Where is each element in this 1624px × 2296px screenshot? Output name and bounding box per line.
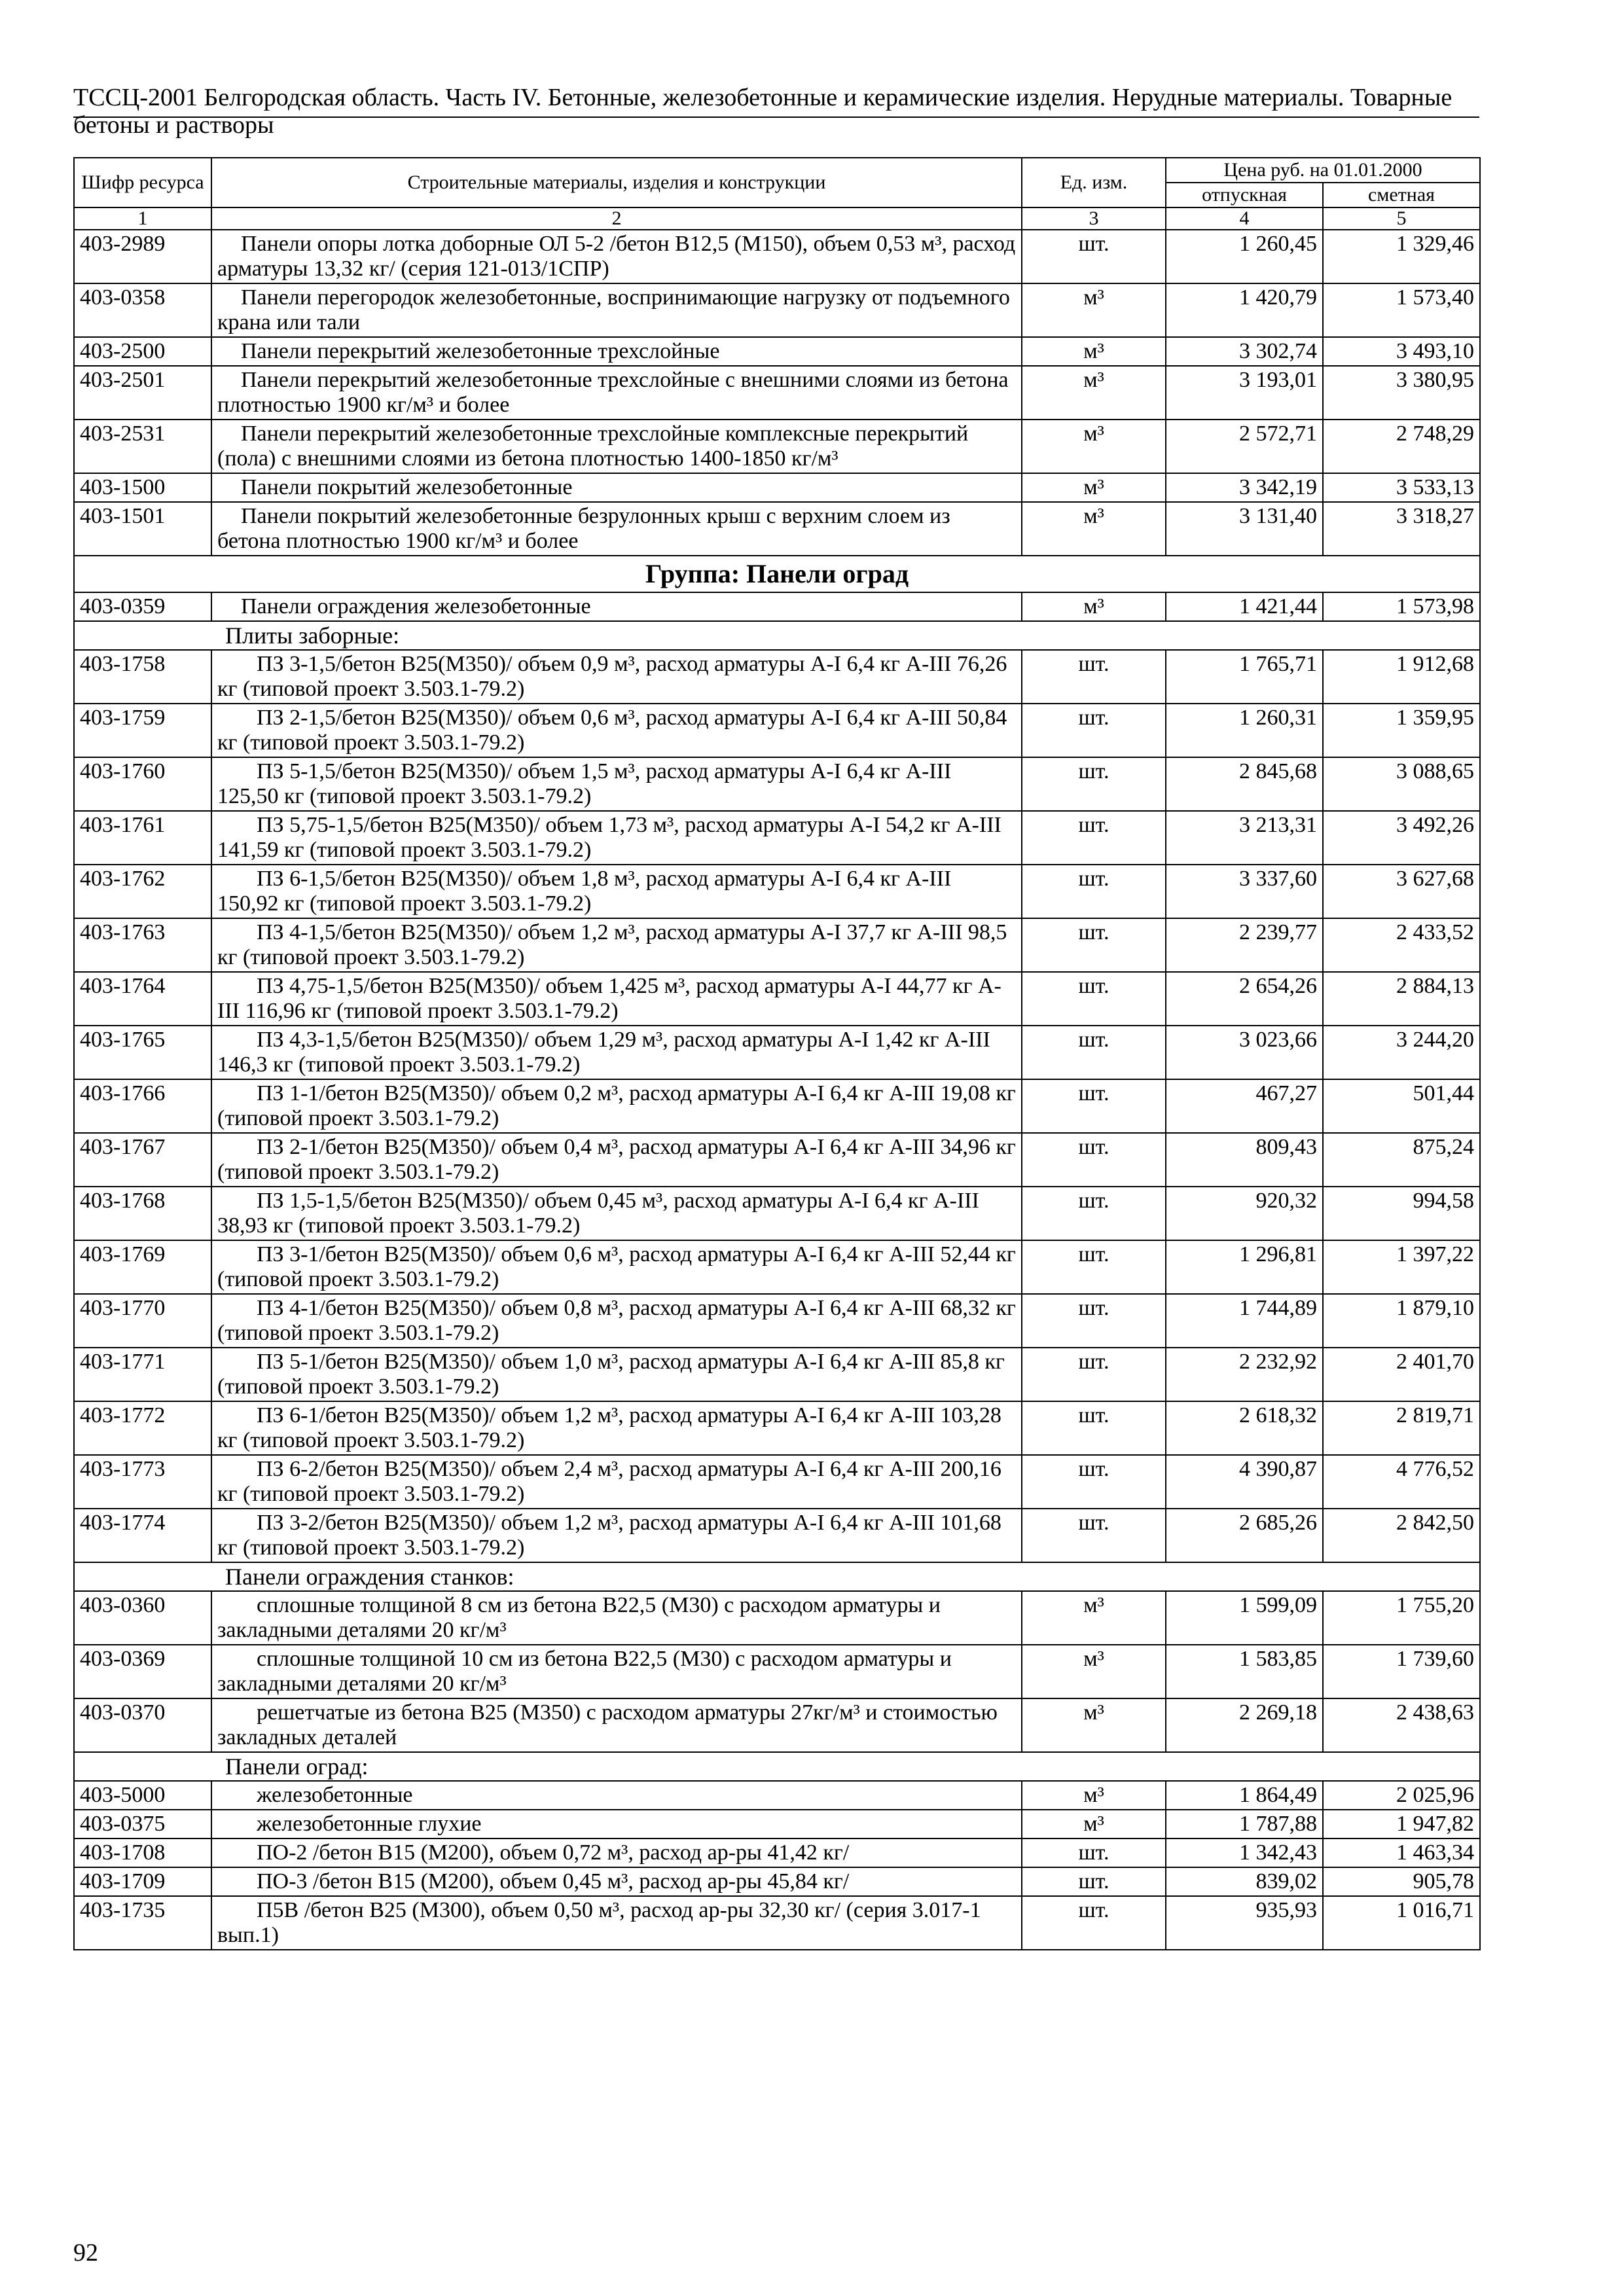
material-name: ПЗ 5-1,5/бетон В25(М350)/ объем 1,5 м³, расход арматуры А-I 6,4 кг А-III 125,50 кг (типовой проект 3.503.1-79.2) — [211, 757, 1022, 811]
release-price: 2 269,18 — [1166, 1698, 1323, 1752]
unit: м³ — [1022, 502, 1166, 556]
unit: шт. — [1022, 1839, 1166, 1867]
material-name: Панели перекрытий железобетонные трехслойные с внешними слоями из бетона плотностью 1900 кг/м³ и более — [211, 366, 1022, 420]
estimate-price: 1 573,40 — [1323, 283, 1480, 337]
rows-section-c — [74, 1591, 1480, 1752]
estimate-price: 2 401,70 — [1323, 1348, 1480, 1401]
unit: шт. — [1022, 1240, 1166, 1294]
table-row — [74, 757, 1480, 811]
unit: шт. — [1022, 1455, 1166, 1509]
material-name: ПЗ 6-1/бетон В25(М350)/ объем 1,2 м³, расход арматуры А-I 6,4 кг А-III 103,28 кг (типовой проект 3.503.1-79.2) — [211, 1401, 1022, 1455]
material-name: ПЗ 3-1,5/бетон В25(М350)/ объем 0,9 м³, расход арматуры А-I 6,4 кг А-III 76,26 кг (типовой проект 3.503.1-79.2) — [211, 650, 1022, 704]
release-price: 2 232,92 — [1166, 1348, 1323, 1401]
material-name: железобетонные — [211, 1781, 1022, 1810]
col-price-header: Цена руб. на 01.01.2000 — [1166, 158, 1480, 183]
resource-code: 403-2531 — [74, 420, 211, 473]
subgroup-title: Панели ограждения станков: — [74, 1562, 1480, 1591]
material-name: ПЗ 5,75-1,5/бетон В25(М350)/ объем 1,73 м³, расход арматуры А-I 54,2 кг А-III 141,59 кг (типовой проект 3.503.1-79.2) — [211, 811, 1022, 865]
resource-code: 403-1500 — [74, 473, 211, 502]
material-name: решетчатые из бетона В25 (М350) с расходом арматуры 27кг/м³ и стоимостью закладных деталей — [211, 1698, 1022, 1752]
release-price: 3 302,74 — [1166, 337, 1323, 366]
material-name: ПО-3 /бетон В15 (М200), объем 0,45 м³, расход ар-ры 45,84 кг/ — [211, 1867, 1022, 1896]
table-row — [74, 918, 1480, 972]
resource-code: 403-1771 — [74, 1348, 211, 1401]
unit: м³ — [1022, 420, 1166, 473]
resource-code: 403-0375 — [74, 1810, 211, 1839]
unit: м³ — [1022, 1781, 1166, 1810]
unit: шт. — [1022, 1401, 1166, 1455]
material-name: Панели покрытий железобетонные безрулонных крыш с верхним слоем из бетона плотностью 1900 кг/м³ и более — [211, 502, 1022, 556]
resource-code: 403-1774 — [74, 1509, 211, 1562]
unit: шт. — [1022, 1509, 1166, 1562]
estimate-price: 1 359,95 — [1323, 704, 1480, 757]
col-code-header: Шифр ресурса — [74, 158, 211, 207]
release-price: 4 390,87 — [1166, 1455, 1323, 1509]
resource-code: 403-0359 — [74, 592, 211, 621]
material-name: Панели перекрытий железобетонные трехслойные — [211, 337, 1022, 366]
material-name: ПЗ 2-1,5/бетон В25(М350)/ объем 0,6 м³, расход арматуры А-I 6,4 кг А-III 50,84 кг (типовой проект 3.503.1-79.2) — [211, 704, 1022, 757]
table-row — [74, 972, 1480, 1026]
material-name: ПЗ 4,3-1,5/бетон В25(М350)/ объем 1,29 м³, расход арматуры А-I 1,42 кг А-III 146,3 кг (типовой проект 3.503.1-79.2) — [211, 1026, 1022, 1079]
table-row — [74, 1294, 1480, 1348]
release-price: 1 599,09 — [1166, 1591, 1323, 1645]
unit: м³ — [1022, 283, 1166, 337]
resource-code: 403-1709 — [74, 1867, 211, 1896]
unit: шт. — [1022, 1867, 1166, 1896]
subgroup-row — [74, 1562, 1480, 1591]
subgroup-title: Плиты заборные: — [74, 621, 1480, 650]
release-price: 1 787,88 — [1166, 1810, 1323, 1839]
resource-code: 403-2500 — [74, 337, 211, 366]
table-row — [74, 811, 1480, 865]
release-price: 1 583,85 — [1166, 1645, 1323, 1698]
release-price: 1 744,89 — [1166, 1294, 1323, 1348]
estimate-price: 1 755,20 — [1323, 1591, 1480, 1645]
table-row — [74, 1839, 1480, 1867]
resource-code: 403-1758 — [74, 650, 211, 704]
estimate-price: 1 329,46 — [1323, 230, 1480, 283]
unit: шт. — [1022, 1294, 1166, 1348]
col-number: 5 — [1323, 207, 1480, 230]
table-row — [74, 420, 1480, 473]
unit: шт. — [1022, 1133, 1166, 1187]
resource-code: 403-2989 — [74, 230, 211, 283]
release-price: 3 213,31 — [1166, 811, 1323, 865]
release-price: 920,32 — [1166, 1187, 1323, 1240]
col-estimate-header: сметная — [1323, 183, 1480, 207]
unit: шт. — [1022, 918, 1166, 972]
material-name: Панели ограждения железобетонные — [211, 592, 1022, 621]
material-name: Панели перегородок железобетонные, воспринимающие нагрузку от подъемного крана или тали — [211, 283, 1022, 337]
material-name: ПЗ 3-1/бетон В25(М350)/ объем 0,6 м³, расход арматуры А-I 6,4 кг А-III 52,44 кг (типовой проект 3.503.1-79.2) — [211, 1240, 1022, 1294]
release-price: 809,43 — [1166, 1133, 1323, 1187]
unit: шт. — [1022, 757, 1166, 811]
material-name: Панели опоры лотка доборные ОЛ 5-2 /бетон В12,5 (М150), объем 0,53 м³, расход арматуры 13,32 кг/ (серия 121-013/1СПР) — [211, 230, 1022, 283]
table-row — [74, 1698, 1480, 1752]
table-row — [74, 1187, 1480, 1240]
material-name: сплошные толщиной 10 см из бетона В22,5 (М30) с расходом арматуры и закладными деталями 20 кг/м³ — [211, 1645, 1022, 1698]
release-price: 1 864,49 — [1166, 1781, 1323, 1810]
group-title: Группа: Панели оград — [74, 556, 1480, 592]
release-price: 467,27 — [1166, 1079, 1323, 1133]
material-name: ПЗ 4-1,5/бетон В25(М350)/ объем 1,2 м³, расход арматуры А-I 37,7 кг А-III 98,5 кг (типовой проект 3.503.1-79.2) — [211, 918, 1022, 972]
unit: м³ — [1022, 1810, 1166, 1839]
release-price: 2 572,71 — [1166, 420, 1323, 473]
resource-code: 403-1762 — [74, 865, 211, 918]
unit: шт. — [1022, 1187, 1166, 1240]
rows-section-d — [74, 1781, 1480, 1950]
rows-section-a — [74, 230, 1480, 556]
resource-code: 403-1769 — [74, 1240, 211, 1294]
table-row — [74, 1645, 1480, 1698]
table-row — [74, 1133, 1480, 1187]
table-row — [74, 366, 1480, 420]
release-price: 3 342,19 — [1166, 473, 1323, 502]
unit: шт. — [1022, 1079, 1166, 1133]
material-name: ПЗ 4,75-1,5/бетон В25(М350)/ объем 1,425 м³, расход арматуры А-I 44,77 кг А-III 116,96 кг (типовой проект 3.503.1-79.2) — [211, 972, 1022, 1026]
col-number: 4 — [1166, 207, 1323, 230]
table-row — [74, 592, 1480, 621]
unit: м³ — [1022, 592, 1166, 621]
material-name: ПЗ 1,5-1,5/бетон В25(М350)/ объем 0,45 м³, расход арматуры А-I 6,4 кг А-III 38,93 кг (типовой проект 3.503.1-79.2) — [211, 1187, 1022, 1240]
table-row — [74, 1401, 1480, 1455]
rows-section-b — [74, 650, 1480, 1562]
material-name: ПЗ 4-1/бетон В25(М350)/ объем 0,8 м³, расход арматуры А-I 6,4 кг А-III 68,32 кг (типовой проект 3.503.1-79.2) — [211, 1294, 1022, 1348]
unit: м³ — [1022, 1645, 1166, 1698]
unit: м³ — [1022, 1591, 1166, 1645]
table-row — [74, 1079, 1480, 1133]
estimate-price: 2 748,29 — [1323, 420, 1480, 473]
resource-code: 403-1759 — [74, 704, 211, 757]
page-header: ТССЦ-2001 Белгородская область. Часть IV. Бетонные, железобетонные и керамические изделия. Нерудные материалы. Товарные бетоны и растворы — [73, 84, 1453, 139]
material-name: ПЗ 1-1/бетон В25(М350)/ объем 0,2 м³, расход арматуры А-I 6,4 кг А-III 19,08 кг (типовой проект 3.503.1-79.2) — [211, 1079, 1022, 1133]
subgroup-section — [74, 1562, 1480, 1591]
resource-code: 403-1764 — [74, 972, 211, 1026]
subgroup-title: Панели оград: — [74, 1752, 1480, 1781]
estimate-price: 1 879,10 — [1323, 1294, 1480, 1348]
material-name: ПЗ 2-1/бетон В25(М350)/ объем 0,4 м³, расход арматуры А-I 6,4 кг А-III 34,96 кг (типовой проект 3.503.1-79.2) — [211, 1133, 1022, 1187]
estimate-price: 1 016,71 — [1323, 1896, 1480, 1950]
unit: шт. — [1022, 230, 1166, 283]
table-row — [74, 1810, 1480, 1839]
release-price: 2 845,68 — [1166, 757, 1323, 811]
release-price: 3 023,66 — [1166, 1026, 1323, 1079]
table-row — [74, 704, 1480, 757]
col-name-header: Строительные материалы, изделия и конструкции — [211, 158, 1022, 207]
material-name: Панели покрытий железобетонные — [211, 473, 1022, 502]
release-price: 1 260,45 — [1166, 230, 1323, 283]
unit: шт. — [1022, 865, 1166, 918]
estimate-price: 3 318,27 — [1323, 502, 1480, 556]
material-name: ПЗ 6-1,5/бетон В25(М350)/ объем 1,8 м³, расход арматуры А-I 6,4 кг А-III 150,92 кг (типовой проект 3.503.1-79.2) — [211, 865, 1022, 918]
resource-code: 403-1773 — [74, 1455, 211, 1509]
resource-code: 403-1501 — [74, 502, 211, 556]
release-price: 1 342,43 — [1166, 1839, 1323, 1867]
resource-code: 403-5000 — [74, 1781, 211, 1810]
resource-code: 403-1766 — [74, 1079, 211, 1133]
table-row — [74, 283, 1480, 337]
material-name: ПЗ 5-1/бетон В25(М350)/ объем 1,0 м³, расход арматуры А-I 6,4 кг А-III 85,8 кг (типовой проект 3.503.1-79.2) — [211, 1348, 1022, 1401]
table-row — [74, 1240, 1480, 1294]
estimate-price: 501,44 — [1323, 1079, 1480, 1133]
unit: м³ — [1022, 473, 1166, 502]
col-number: 1 — [74, 207, 211, 230]
unit: м³ — [1022, 366, 1166, 420]
table-row — [74, 650, 1480, 704]
release-price: 2 618,32 — [1166, 1401, 1323, 1455]
estimate-price: 3 533,13 — [1323, 473, 1480, 502]
release-price: 2 239,77 — [1166, 918, 1323, 972]
unit: шт. — [1022, 1896, 1166, 1950]
estimate-price: 1 573,98 — [1323, 592, 1480, 621]
group-row — [74, 556, 1480, 592]
estimate-price: 1 947,82 — [1323, 1810, 1480, 1839]
estimate-price: 2 819,71 — [1323, 1401, 1480, 1455]
header-rule — [73, 117, 1479, 118]
subgroup-row — [74, 1752, 1480, 1781]
resource-code: 403-0358 — [74, 283, 211, 337]
resource-code: 403-1770 — [74, 1294, 211, 1348]
table-row — [74, 1509, 1480, 1562]
estimate-price: 3 244,20 — [1323, 1026, 1480, 1079]
release-price: 1 765,71 — [1166, 650, 1323, 704]
estimate-price: 2 438,63 — [1323, 1698, 1480, 1752]
release-price: 1 421,44 — [1166, 592, 1323, 621]
material-name: Панели перекрытий железобетонные трехслойные комплексные перекрытий (пола) с внешними слоями из бетона плотностью 1400-1850 кг/м³ — [211, 420, 1022, 473]
unit: шт. — [1022, 1026, 1166, 1079]
unit: шт. — [1022, 972, 1166, 1026]
estimate-price: 4 776,52 — [1323, 1455, 1480, 1509]
resource-code: 403-1765 — [74, 1026, 211, 1079]
release-price: 2 685,26 — [1166, 1509, 1323, 1562]
table-row — [74, 1896, 1480, 1950]
estimate-price: 3 627,68 — [1323, 865, 1480, 918]
resource-code: 403-0369 — [74, 1645, 211, 1698]
table-row — [74, 1026, 1480, 1079]
resource-code: 403-1772 — [74, 1401, 211, 1455]
estimate-price: 1 463,34 — [1323, 1839, 1480, 1867]
release-price: 1 296,81 — [1166, 1240, 1323, 1294]
resource-code: 403-1767 — [74, 1133, 211, 1187]
table-row — [74, 502, 1480, 556]
table-row — [74, 1781, 1480, 1810]
estimate-price: 3 492,26 — [1323, 811, 1480, 865]
table-row — [74, 1348, 1480, 1401]
estimate-price: 875,24 — [1323, 1133, 1480, 1187]
unit: м³ — [1022, 337, 1166, 366]
estimate-price: 2 842,50 — [1323, 1509, 1480, 1562]
estimate-price: 1 397,22 — [1323, 1240, 1480, 1294]
estimate-price: 3 380,95 — [1323, 366, 1480, 420]
release-price: 3 131,40 — [1166, 502, 1323, 556]
resource-code: 403-1763 — [74, 918, 211, 972]
resource-code: 403-1760 — [74, 757, 211, 811]
resource-code: 403-1735 — [74, 1896, 211, 1950]
col-number: 2 — [211, 207, 1022, 230]
unit: шт. — [1022, 1348, 1166, 1401]
release-price: 3 337,60 — [1166, 865, 1323, 918]
estimate-price: 994,58 — [1323, 1187, 1480, 1240]
estimate-price: 3 088,65 — [1323, 757, 1480, 811]
unit: шт. — [1022, 650, 1166, 704]
table-row — [74, 473, 1480, 502]
release-price: 935,93 — [1166, 1896, 1323, 1950]
col-release-header: отпускная — [1166, 183, 1323, 207]
table-row — [74, 337, 1480, 366]
estimate-price: 2 884,13 — [1323, 972, 1480, 1026]
release-price: 1 260,31 — [1166, 704, 1323, 757]
estimate-price: 3 493,10 — [1323, 337, 1480, 366]
unit: шт. — [1022, 704, 1166, 757]
table-row — [74, 1591, 1480, 1645]
estimate-price: 2 025,96 — [1323, 1781, 1480, 1810]
material-name: железобетонные глухие — [211, 1810, 1022, 1839]
resource-code: 403-0360 — [74, 1591, 211, 1645]
estimate-price: 1 739,60 — [1323, 1645, 1480, 1698]
unit: м³ — [1022, 1698, 1166, 1752]
resource-code: 403-1768 — [74, 1187, 211, 1240]
table-row — [74, 1455, 1480, 1509]
col-number: 3 — [1022, 207, 1166, 230]
material-name: ПЗ 6-2/бетон В25(М350)/ объем 2,4 м³, расход арматуры А-I 6,4 кг А-III 200,16 кг (типовой проект 3.503.1-79.2) — [211, 1455, 1022, 1509]
table-row — [74, 230, 1480, 283]
estimate-price: 905,78 — [1323, 1867, 1480, 1896]
release-price: 2 654,26 — [1166, 972, 1323, 1026]
subgroup-section — [74, 1752, 1480, 1781]
group-section — [74, 556, 1480, 650]
table-row — [74, 865, 1480, 918]
estimate-price: 2 433,52 — [1323, 918, 1480, 972]
unit: шт. — [1022, 811, 1166, 865]
resource-code: 403-2501 — [74, 366, 211, 420]
material-name: ПО-2 /бетон В15 (М200), объем 0,72 м³, расход ар-ры 41,42 кг/ — [211, 1839, 1022, 1867]
page-number: 92 — [73, 2239, 98, 2267]
resource-code: 403-1761 — [74, 811, 211, 865]
table-row — [74, 1867, 1480, 1896]
material-name: П5В /бетон В25 (М300), объем 0,50 м³, расход ар-ры 32,30 кг/ (серия 3.017-1 вып.1) — [211, 1896, 1022, 1950]
col-unit-header: Ед. изм. — [1022, 158, 1166, 207]
release-price: 1 420,79 — [1166, 283, 1323, 337]
release-price: 3 193,01 — [1166, 366, 1323, 420]
material-name: ПЗ 3-2/бетон В25(М350)/ объем 1,2 м³, расход арматуры А-I 6,4 кг А-III 101,68 кг (типовой проект 3.503.1-79.2) — [211, 1509, 1022, 1562]
estimate-price: 1 912,68 — [1323, 650, 1480, 704]
price-table — [73, 157, 1481, 1950]
resource-code: 403-1708 — [74, 1839, 211, 1867]
subgroup-row — [74, 621, 1480, 650]
resource-code: 403-0370 — [74, 1698, 211, 1752]
release-price: 839,02 — [1166, 1867, 1323, 1896]
material-name: сплошные толщиной 8 см из бетона В22,5 (М30) с расходом арматуры и закладными деталями 20 кг/м³ — [211, 1591, 1022, 1645]
